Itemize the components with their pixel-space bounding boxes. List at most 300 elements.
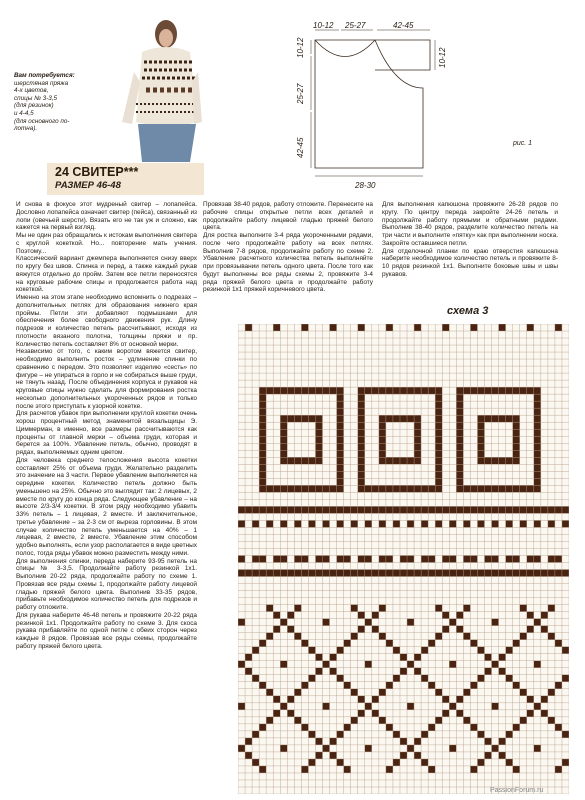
chart-stitch — [534, 570, 541, 577]
chart-stitch — [294, 689, 301, 696]
chart-stitch — [386, 485, 393, 492]
chart-stitch — [358, 478, 365, 485]
knitting-chart — [238, 324, 569, 794]
chart-stitch — [386, 724, 393, 731]
chart-stitch — [414, 422, 421, 429]
chart-stitch — [527, 485, 534, 492]
chart-stitch — [513, 429, 520, 436]
chart-stitch — [435, 436, 442, 443]
chart-stitch — [442, 555, 449, 562]
chart-stitch — [421, 675, 428, 682]
chart-stitch — [294, 520, 301, 527]
chart-stitch — [330, 738, 337, 745]
chart-stitch — [435, 429, 442, 436]
chart-stitch — [407, 570, 414, 577]
chart-stitch — [534, 703, 541, 710]
chart-stitch — [358, 485, 365, 492]
chart-stitch — [393, 570, 400, 577]
chart-stitch — [477, 450, 484, 457]
chart-stitch — [400, 570, 407, 577]
chart-stitch — [548, 555, 555, 562]
chart-stitch — [323, 661, 330, 668]
chart-stitch — [463, 485, 470, 492]
chart-stitch — [365, 520, 372, 527]
chart-stitch — [456, 710, 463, 717]
chart-stitch — [259, 443, 266, 450]
chart-stitch — [379, 443, 386, 450]
chart-stitch — [534, 464, 541, 471]
chart-stitch — [351, 689, 358, 696]
chart-stitch — [414, 738, 421, 745]
chart-stitch — [421, 731, 428, 738]
chart-stitch — [315, 436, 322, 443]
chart-stitch — [513, 443, 520, 450]
chart-stitch — [548, 633, 555, 640]
chart-stitch — [534, 450, 541, 457]
chart-stitch — [238, 570, 245, 577]
chart-stitch — [414, 429, 421, 436]
chart-stitch — [442, 626, 449, 633]
chart-stitch — [280, 422, 287, 429]
materials-line: (для основного по- — [14, 117, 70, 125]
chart-stitch — [428, 387, 435, 394]
chart-stitch — [245, 324, 252, 331]
chart-stitch — [541, 696, 548, 703]
chart-stitch — [562, 506, 569, 513]
paragraph: Для выполнения капюшона провяжите 26-28 рядов по кругу. По центру переда закройте 24-26 петель и продолжайте работу прямыми и обратными рядами. Выполнив 38-40 рядов, разделите количество петель на три части и выполните «пятку» как при выполнении носка. Закройте оставшиеся петли. — [382, 201, 558, 247]
chart-stitch — [245, 654, 252, 661]
chart-stitch — [456, 387, 463, 394]
chart-stitch — [435, 450, 442, 457]
chart-stitch — [534, 422, 541, 429]
chart-stitch — [365, 745, 372, 752]
chart-stitch — [534, 745, 541, 752]
chart-stitch — [428, 570, 435, 577]
chart-stitch — [379, 555, 386, 562]
chart-stitch — [492, 555, 499, 562]
chart-stitch — [280, 443, 287, 450]
chart-stitch — [344, 506, 351, 513]
chart-stitch — [470, 485, 477, 492]
chart-stitch — [330, 654, 337, 661]
chart-stitch — [534, 619, 541, 626]
chart-stitch — [323, 703, 330, 710]
chart-stitch — [456, 415, 463, 422]
chart-stitch — [414, 324, 421, 331]
chart-stitch — [442, 570, 449, 577]
paragraph: Для отделочной планки по краю отверстия капюшона наберите необходимое количество петель и провяжите 8-10 рядов резинкой 1х1. Выполните боковые швы и швы рукавов. — [382, 247, 558, 278]
chart-stitch — [506, 520, 513, 527]
chart-stitch — [280, 506, 287, 513]
chart-stitch — [506, 555, 513, 562]
chart-stitch — [301, 485, 308, 492]
chart-stitch — [492, 506, 499, 513]
chart-stitch — [337, 570, 344, 577]
chart-stitch — [463, 570, 470, 577]
chart-stitch — [428, 766, 435, 773]
chart-stitch — [513, 682, 520, 689]
paragraph: Для человека среднего телосложения высота кокетки составляет 25% от объема груди. Желательно разделить это значение на 3 части. Первое убавление выполняется на середине кокетки. Количество петель должно быть уменьшено на 25%. Обычно это выглядит так: 2 лицевых, 2 вместе по кругу до конца ряда. Следующее убавление – на высоте 2/3-3/4 кокетки. В этом ряду необходимо убавить 33% петель – 1 лицевая, 2 вместе. И заключительное, третье убавление – за 2-3 см от выреза горловины. В этом случае количество петель уменьшается на 40% – 1 лицевая, 2 вместе, 2 вместе. Убавление этим способом удобно выполнять, если узор располагается в виде цветных полос, тогда ряды убавок можно разместить между ними. — [16, 456, 197, 557]
paragraph: Мы не один раз обращались к истокам выполнения свитера с круглой кокеткой. Но... повторение мать учения. Поэтому... — [16, 232, 197, 255]
chart-stitch — [407, 457, 414, 464]
chart-stitch — [379, 429, 386, 436]
sweater-schematic — [275, 18, 575, 198]
chart-stitch — [477, 647, 484, 654]
schema-title: схема 3 — [447, 305, 489, 317]
chart-stitch — [428, 640, 435, 647]
chart-stitch — [477, 415, 484, 422]
chart-stitch — [400, 654, 407, 661]
chart-stitch — [358, 436, 365, 443]
chart-stitch — [421, 570, 428, 577]
chart-stitch — [534, 485, 541, 492]
chart-stitch — [477, 520, 484, 527]
chart-stitch — [477, 422, 484, 429]
chart-stitch — [379, 689, 386, 696]
chart-stitch — [435, 408, 442, 415]
dim-label: 25-27 — [296, 83, 305, 104]
neckline — [315, 40, 375, 57]
chart-stitch — [308, 387, 315, 394]
chart-stitch — [379, 450, 386, 457]
chart-stitch — [238, 555, 245, 562]
chart-stitch — [513, 724, 520, 731]
chart-stitch — [407, 485, 414, 492]
chart-stitch — [337, 450, 344, 457]
chart-stitch — [463, 555, 470, 562]
chart-stitch — [301, 682, 308, 689]
materials-line: (для резинок) — [14, 102, 54, 110]
chart-stitch — [470, 570, 477, 577]
paragraph: Классический вариант джемпера выполняется снизу вверх по кругу без швов. Спинка и перед, а также каждый рукав вяжутся отдельно до пройм. Затем все петли переносятся на круговые рабочие спицы и продолжается работа над кокеткой. — [16, 255, 197, 294]
chart-stitch — [252, 731, 259, 738]
chart-stitch — [315, 415, 322, 422]
chart-stitch — [477, 387, 484, 394]
chart-stitch — [372, 387, 379, 394]
chart-stitch — [400, 506, 407, 513]
chart-stitch — [358, 506, 365, 513]
chart-stitch — [548, 717, 555, 724]
chart-stitch — [534, 443, 541, 450]
chart-stitch — [358, 457, 365, 464]
chart-stitch — [499, 570, 506, 577]
chart-stitch — [506, 387, 513, 394]
chart-stitch — [499, 485, 506, 492]
chart-stitch — [337, 401, 344, 408]
chart-stitch — [372, 696, 379, 703]
chart-stitch — [294, 457, 301, 464]
chart-stitch — [414, 387, 421, 394]
instructions-column-2 — [203, 201, 373, 294]
chart-stitch — [541, 570, 548, 577]
chart-stitch — [484, 752, 491, 759]
chart-stitch — [456, 394, 463, 401]
chart-stitch — [470, 682, 477, 689]
chart-stitch — [555, 724, 562, 731]
chart-stitch — [562, 570, 569, 577]
chart-stitch — [492, 485, 499, 492]
chart-stitch — [456, 696, 463, 703]
chart-stitch — [456, 450, 463, 457]
chart-stitch — [513, 450, 520, 457]
chart-stitch — [358, 471, 365, 478]
chart-stitch — [280, 436, 287, 443]
chart-stitch — [506, 647, 513, 654]
chart-stitch — [259, 429, 266, 436]
chart-stitch — [484, 415, 491, 422]
chart-stitch — [435, 401, 442, 408]
chart-stitch — [428, 485, 435, 492]
chart-stitch — [315, 422, 322, 429]
chart-stitch — [266, 506, 273, 513]
chart-stitch — [477, 457, 484, 464]
pattern-number: 24 СВИТЕР*** — [55, 165, 139, 179]
chart-stitch — [358, 443, 365, 450]
chart-stitch — [484, 654, 491, 661]
chart-stitch — [400, 738, 407, 745]
chart-stitch — [337, 647, 344, 654]
chart-stitch — [534, 436, 541, 443]
chart-stitch — [527, 696, 534, 703]
instructions-column-3 — [382, 201, 558, 279]
chart-stitch — [280, 457, 287, 464]
chart-stitch — [344, 724, 351, 731]
chart-stitch — [562, 520, 569, 527]
chart-stitch — [513, 387, 520, 394]
chart-stitch — [308, 520, 315, 527]
chart-stitch — [323, 619, 330, 626]
chart-stitch — [506, 731, 513, 738]
chart-stitch — [308, 506, 315, 513]
chart-stitch — [435, 478, 442, 485]
chart-stitch — [372, 626, 379, 633]
chart-stitch — [273, 555, 280, 562]
chart-stitch — [393, 647, 400, 654]
chart-stitch — [499, 668, 506, 675]
chart-stitch — [520, 633, 527, 640]
chart-stitch — [506, 506, 513, 513]
chart-stitch — [315, 457, 322, 464]
chart-stitch — [463, 605, 470, 612]
chart-stitch — [463, 520, 470, 527]
chart-stitch — [506, 415, 513, 422]
chart-stitch — [449, 520, 456, 527]
chart-stitch — [337, 555, 344, 562]
chart-stitch — [428, 682, 435, 689]
materials-line: спицы № 3-3,5 — [14, 94, 58, 102]
chart-stitch — [386, 387, 393, 394]
chart-stitch — [541, 710, 548, 717]
chart-stitch — [541, 626, 548, 633]
chart-stitch — [301, 555, 308, 562]
pattern-size: РАЗМЕР 46-48 — [55, 180, 121, 191]
chart-stitch — [435, 443, 442, 450]
chart-stitch — [456, 408, 463, 415]
chart-stitch — [252, 675, 259, 682]
chart-stitch — [386, 766, 393, 773]
chart-stitch — [442, 324, 449, 331]
materials-line: шерстяная пряжа — [14, 79, 69, 87]
chart-stitch — [301, 457, 308, 464]
chart-stitch — [386, 555, 393, 562]
chart-stitch — [365, 387, 372, 394]
dim-label: 25-27 — [345, 21, 366, 30]
chart-stitch — [449, 745, 456, 752]
chart-stitch — [259, 682, 266, 689]
chart-stitch — [414, 752, 421, 759]
chart-stitch — [266, 570, 273, 577]
chart-stitch — [301, 387, 308, 394]
chart-stitch — [492, 619, 499, 626]
chart-stitch — [287, 415, 294, 422]
chart-stitch — [358, 612, 365, 619]
chart-stitch — [358, 324, 365, 331]
chart-stitch — [280, 415, 287, 422]
chart-stitch — [435, 520, 442, 527]
chart-stitch — [273, 710, 280, 717]
chart-stitch — [435, 415, 442, 422]
chart-stitch — [351, 570, 358, 577]
chart-stitch — [484, 668, 491, 675]
chart-stitch — [315, 387, 322, 394]
chart-stitch — [386, 570, 393, 577]
chart-stitch — [259, 415, 266, 422]
chart-stitch — [330, 752, 337, 759]
chart-stitch — [379, 717, 386, 724]
chart-stitch — [379, 422, 386, 429]
chart-stitch — [280, 619, 287, 626]
chart-stitch — [414, 570, 421, 577]
chart-stitch — [379, 415, 386, 422]
chart-stitch — [492, 415, 499, 422]
chart-stitch — [372, 506, 379, 513]
chart-stitch — [287, 570, 294, 577]
chart-stitch — [365, 485, 372, 492]
chart-stitch — [548, 605, 555, 612]
chart-stitch — [470, 640, 477, 647]
chart-stitch — [287, 612, 294, 619]
chart-stitch — [280, 555, 287, 562]
chart-stitch — [337, 443, 344, 450]
chart-stitch — [386, 324, 393, 331]
chart-stitch — [527, 324, 534, 331]
chart-stitch — [513, 506, 520, 513]
chart-stitch — [287, 506, 294, 513]
chart-stitch — [315, 506, 322, 513]
dim-label: 42-45 — [393, 21, 414, 30]
chart-stitch — [555, 570, 562, 577]
chart-stitch — [259, 408, 266, 415]
chart-stitch — [294, 633, 301, 640]
chart-stitch — [301, 415, 308, 422]
chart-stitch — [534, 387, 541, 394]
sleeve-outline — [375, 40, 430, 70]
chart-stitch — [365, 703, 372, 710]
chart-stitch — [562, 759, 569, 766]
chart-stitch — [294, 570, 301, 577]
chart-stitch — [435, 689, 442, 696]
chart-stitch — [280, 520, 287, 527]
chart-stitch — [548, 506, 555, 513]
chart-stitch — [470, 555, 477, 562]
chart-stitch — [294, 555, 301, 562]
chart-stitch — [344, 640, 351, 647]
chart-stitch — [520, 717, 527, 724]
chart-stitch — [259, 464, 266, 471]
chart-stitch — [379, 633, 386, 640]
chart-stitch — [238, 745, 245, 752]
chart-stitch — [548, 570, 555, 577]
chart-stitch — [330, 668, 337, 675]
chart-stitch — [259, 471, 266, 478]
figure-caption: рис. 1 — [513, 140, 533, 147]
chart-stitch — [492, 387, 499, 394]
chart-stitch — [252, 506, 259, 513]
chart-stitch — [456, 429, 463, 436]
chart-stitch — [266, 689, 273, 696]
chart-stitch — [463, 689, 470, 696]
chart-stitch — [506, 570, 513, 577]
chart-stitch — [287, 626, 294, 633]
chart-stitch — [393, 675, 400, 682]
chart-stitch — [492, 661, 499, 668]
chart-stitch — [400, 457, 407, 464]
chart-stitch — [365, 555, 372, 562]
chart-stitch — [273, 387, 280, 394]
chart-stitch — [358, 422, 365, 429]
chart-stitch — [330, 506, 337, 513]
chart-stitch — [315, 450, 322, 457]
chart-stitch — [407, 520, 414, 527]
chart-stitch — [484, 738, 491, 745]
chart-stitch — [456, 422, 463, 429]
chart-stitch — [435, 506, 442, 513]
chart-stitch — [520, 520, 527, 527]
chart-stitch — [308, 647, 315, 654]
chart-stitch — [259, 766, 266, 773]
chart-stitch — [477, 429, 484, 436]
chart-stitch — [421, 520, 428, 527]
chart-stitch — [358, 555, 365, 562]
chart-stitch — [470, 387, 477, 394]
chart-stitch — [428, 724, 435, 731]
chart-stitch — [337, 471, 344, 478]
chart-stitch — [407, 415, 414, 422]
chart-stitch — [379, 506, 386, 513]
chart-stitch — [351, 605, 358, 612]
chart-stitch — [414, 457, 421, 464]
chart-stitch — [323, 555, 330, 562]
chart-stitch — [407, 506, 414, 513]
chart-stitch — [520, 506, 527, 513]
chart-stitch — [435, 633, 442, 640]
instructions-column-1 — [16, 201, 197, 651]
paragraph: И снова в фокусе этот мудреный свитер – лопапейса. Дословно лопапейса означает свитер (пейса), связанный из лопи (овечьей шерсти). Вязать его не так уж и сложно, как кажется на первый взгляд. — [16, 201, 197, 232]
chart-stitch — [330, 387, 337, 394]
chart-stitch — [315, 668, 322, 675]
chart-stitch — [358, 415, 365, 422]
chart-stitch — [520, 570, 527, 577]
chart-stitch — [280, 745, 287, 752]
chart-stitch — [484, 506, 491, 513]
chart-stitch — [534, 478, 541, 485]
chart-stitch — [442, 696, 449, 703]
chart-stitch — [513, 555, 520, 562]
chart-stitch — [520, 485, 527, 492]
body-outline — [315, 40, 423, 168]
chart-stitch — [294, 485, 301, 492]
chart-stitch — [555, 506, 562, 513]
